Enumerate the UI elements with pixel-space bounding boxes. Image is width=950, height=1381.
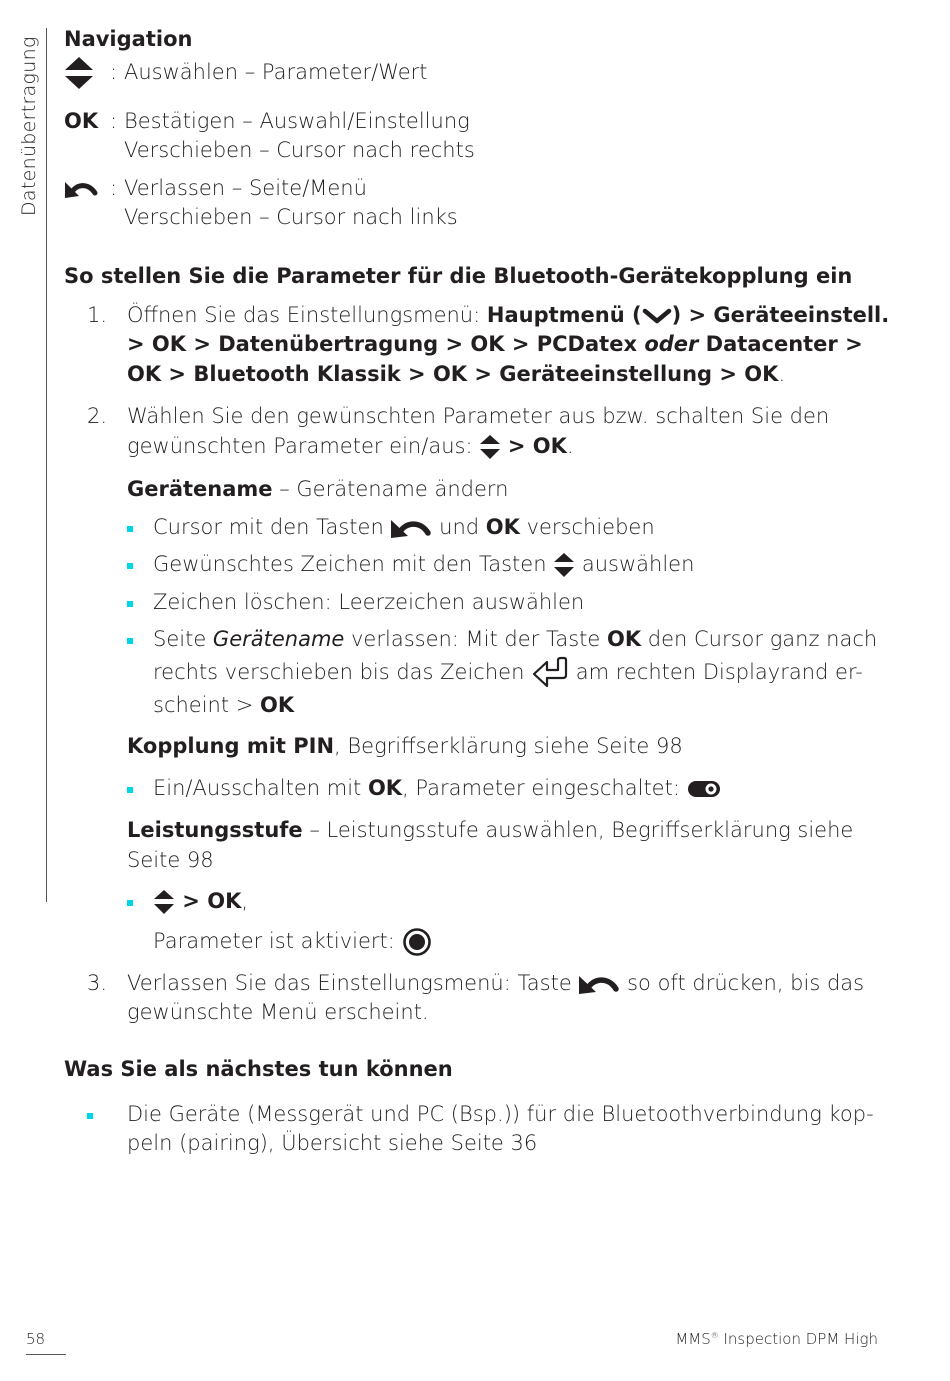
- list-item: Die Geräte (Messgerät und PC (Bsp.)) für die Bluetoothverbindung kop-peln (pairing), Übersicht siehe Seite 36: [64, 1100, 894, 1159]
- list-item: Gewünschtes Zeichen mit den Tasten auswählen: [127, 550, 894, 580]
- nav-row-back: : Verlassen – Seite/Menü Verschieben – Cursor nach links: [64, 174, 894, 233]
- side-tab-label: Datenübertragung: [18, 36, 40, 216]
- list-item: > OK, Parameter ist aktiviert:: [127, 887, 894, 957]
- step-1: [64, 301, 894, 390]
- back-arrow-icon: [64, 174, 110, 209]
- section-heading-next: Was Sie als nächstes tun können: [64, 1056, 453, 1081]
- nav-row-ok: OK : Bestätigen – Auswahl/Einstellung Verschieben – Cursor nach rechts: [64, 107, 894, 166]
- nav-desc-back: Verlassen – Seite/Menü Verschieben – Cursor nach links: [124, 175, 458, 229]
- enter-return-icon: [531, 660, 569, 684]
- leistung-note: Parameter ist aktiviert:: [153, 927, 894, 957]
- step-3-text: Verlassen Sie das Einstellungsmenü: Taste so oft drücken, bis das gewünschte Menü erscheint.: [127, 970, 865, 1024]
- side-divider: [46, 28, 47, 902]
- step-2-text: Wählen Sie den gewünschten Parameter aus bzw. schalten Sie den gewünschten Parameter ein/aus: > OK.: [127, 404, 830, 458]
- up-down-arrows-icon: [153, 889, 175, 913]
- page-number: 58: [26, 1330, 46, 1348]
- step-number: 1.: [87, 302, 108, 327]
- leistung-paragraph: Leistungsstufe – Leistungsstufe auswählen, Begriffserklärung siehe Seite 98: [127, 818, 854, 872]
- list-item: Cursor mit den Tasten und OK verschieben: [127, 513, 894, 543]
- kopplung-paragraph: Kopplung mit PIN, Begriffserklärung siehe Seite 98: [127, 734, 683, 758]
- list-item: Ein/Ausschalten mit OK, Parameter eingeschaltet:: [127, 774, 894, 804]
- navigation-heading: Navigation: [64, 27, 193, 51]
- radio-selected-icon: [402, 929, 432, 953]
- step-1-text: Öffnen Sie das Einstellungsmenü: Hauptmenü ( ) > Geräteeinstell. > OK > Datenübertragung > OK > PCDatex oder Datacenter > OK > Bluetooth Klassik > OK > Geräteeinstellung > OK.: [127, 302, 890, 386]
- footer-rule: [26, 1354, 66, 1355]
- geraetename-paragraph: Gerätename – Gerätename ändern: [127, 477, 509, 501]
- up-down-arrows-icon: [479, 434, 501, 458]
- back-arrow-icon: [390, 515, 432, 539]
- side-tab: [0, 30, 40, 230]
- step-2: [64, 402, 894, 957]
- back-arrow-icon: [578, 971, 620, 995]
- step-3: [64, 969, 894, 1028]
- nav-desc-ok: Bestätigen – Auswahl/Einstellung Verschieben – Cursor nach rechts: [124, 108, 475, 162]
- list-item: Zeichen löschen: Leerzeichen auswählen: [127, 588, 894, 618]
- footer-title: MMS® Inspection DPM High: [675, 1330, 878, 1348]
- up-down-arrows-icon: [553, 552, 575, 576]
- nav-row-select: : Auswählen – Parameter/Wert: [64, 58, 894, 99]
- chevron-down-icon: [642, 303, 672, 327]
- section-heading-bluetooth: So stellen Sie die Parameter für die Bluetooth-Gerätekopplung ein: [64, 263, 853, 288]
- steps-list: [64, 301, 894, 1028]
- up-down-arrows-icon: [64, 58, 110, 99]
- nav-desc-select: Auswählen – Parameter/Wert: [124, 60, 428, 84]
- ok-key-label: OK: [64, 108, 99, 133]
- toggle-on-icon: [687, 776, 721, 800]
- step-number: 2.: [87, 404, 108, 428]
- step-number: 3.: [87, 970, 108, 995]
- list-item: Seite Gerätename verlassen: Mit der Taste OK den Cursor ganz nach rechts verschieben bis das Zeichen am rechten Displayrand er-scheint > OK: [127, 625, 894, 720]
- main-content: [64, 24, 894, 1159]
